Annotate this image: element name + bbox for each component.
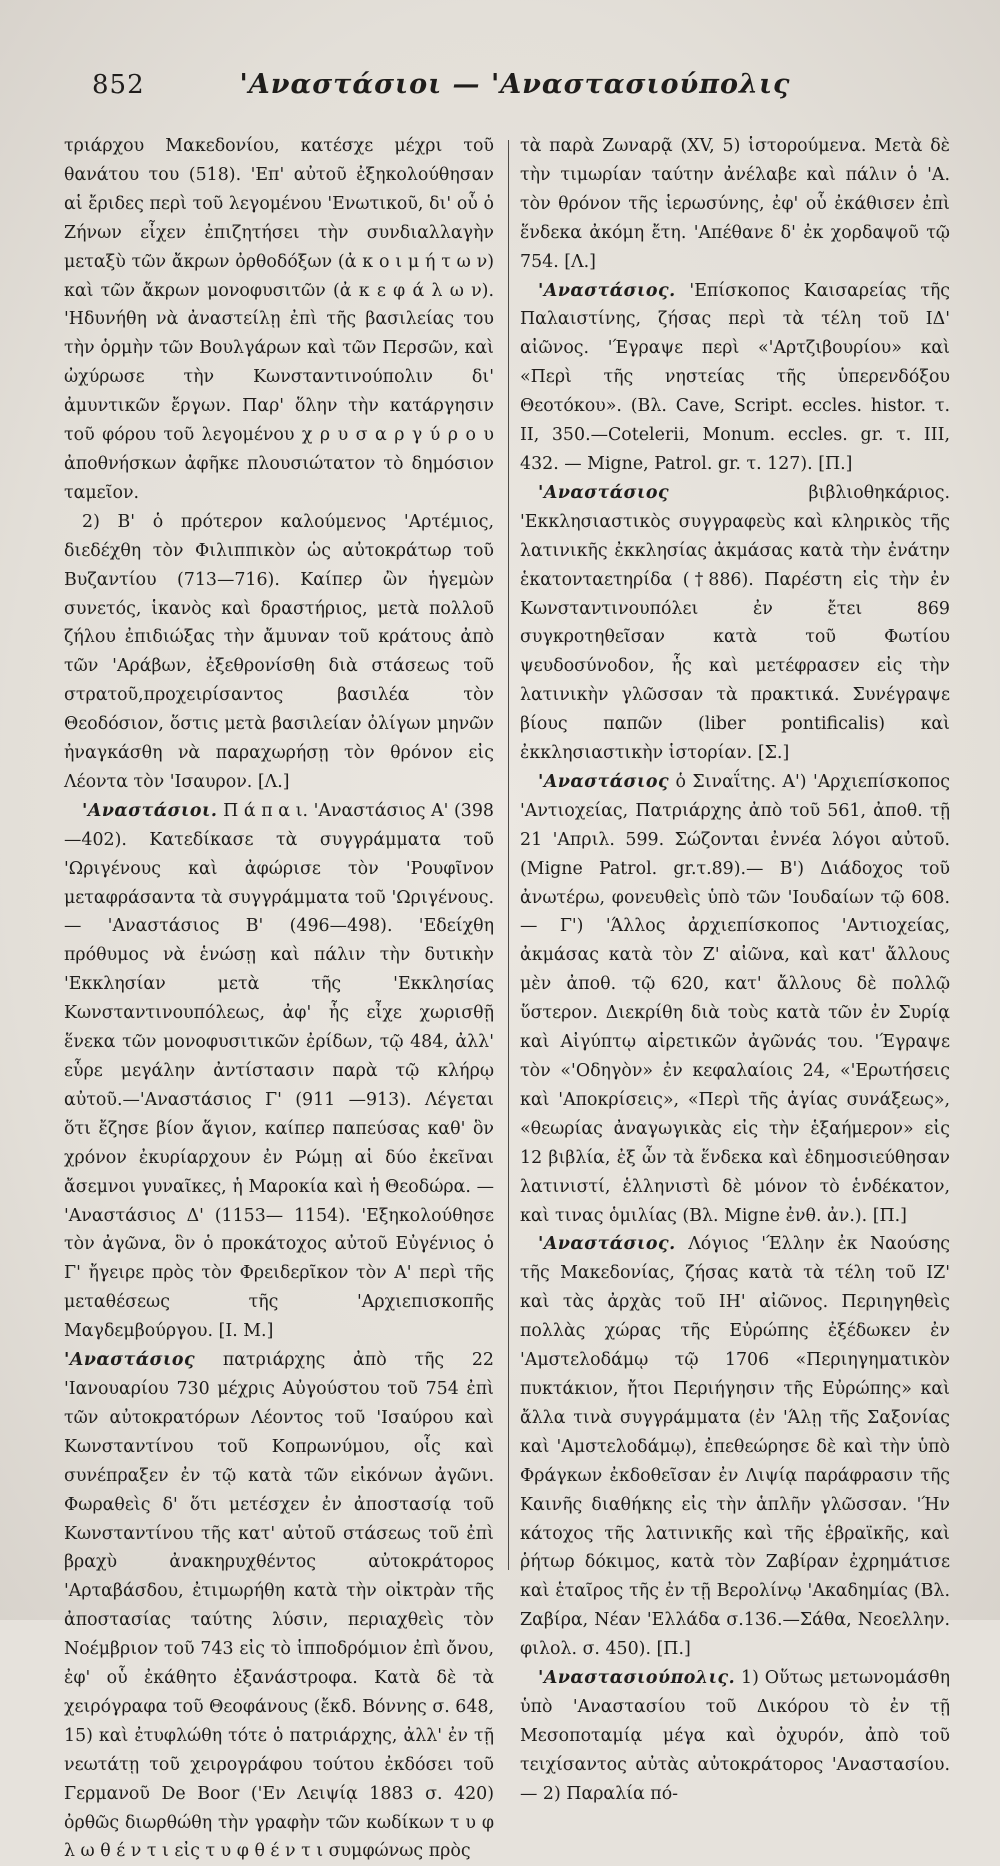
paragraph-text: βιβλιοθηκάριος. 'Εκκλησιαστικὸς συγγραφεὺς καὶ κληρικὸς τῆς λατινικῆς ἐκκλησίας ἀκμάσας κατὰ τὴν ἐνάτην ἑκατονταετηρίδα (†886). Παρέστη εἰς τὴν ἐν Κωνσταντινουπόλει ἐν ἔτει 869 συγκροτηθεῖσαν κατὰ τοῦ Φωτίου ψευδοσύνοδον, ἧς καὶ μετέφρασεν εἰς τὴν λατινικὴν γλῶσσαν τὰ πρακτικά. Συνέγραψε βίους παπῶν (liber pontificalis) καὶ ἐκκλησιαστικὴν ἱστορίαν. [Σ.] [520, 482, 950, 764]
paragraph-text: πατριάρχης ἀπὸ τῆς 22 'Ιανουαρίου 730 μέχρις Αὐγούστου τοῦ 754 ἐπὶ τῶν αὐτοκρατόρων Λέοντος τοῦ 'Ισαύρου καὶ Κωνσταντίνου τοῦ Κοπρωνύμου, οἷς καὶ συνέπραξεν ἐν τῷ κατὰ τῶν εἰκόνων ἀγῶνι. Φωραθεὶς δ' ὅτι μετέσχεν ἐν ἀποστασίᾳ τοῦ Κωνσταντίνου τῆς κατ' αὐτοῦ στάσεως τοῦ ἐπὶ βραχὺ ἀνακηρυχθέντος αὐτοκράτορος 'Αρταβάσδου, ἐτιμωρήθη κατὰ τὴν οἰκτρὰν τῆς ἀποστασίας ταύτης λύσιν, περιαχθεὶς τὸν Νοέμβριον τοῦ 743 εἰς τὸ ἱπποδρόμιον ἐπὶ ὄνου, ἐφ' οὗ ἐκάθητο ἐξανάστροφα. Κατὰ δὲ τὰ χειρόγραφα τοῦ Θεοφάνους (ἔκδ. Βόννης σ. 648, 15) καὶ ἐτυφλώθη τότε ὁ πατριάρχης, ἀλλ' ἐν τῇ νεωτάτῃ τοῦ χειρογράφου τούτου ἐκδόσει τοῦ Γερμανοῦ De Boor ('Εν Λειψίᾳ 1883 σ. 420) ὀρθῶς διωρθώθη τὴν γραφὴν τῶν κωδίκων τ υ φ λ ω θ έ ν τ ι εἰς τ υ φ θ έ ν τ ι συμφώνως πρὸς [64, 1350, 494, 1862]
entry-headword: 'Αναστάσιος [64, 1350, 196, 1371]
paragraph-text: 'Επίσκοπος Καισαρείας τῆς Παλαιστίνης, ζήσας περὶ τὰ τέλη τοῦ ΙΔ' αἰῶνος. 'Έγραψε περὶ «'Αρτζιβουρίου» καὶ «Περὶ τῆς νηστείας τῆς ὑπερενδόξου Θεοτόκου». (Βλ. Cave, Script. eccles. histor. τ. II, 350.—Cotelerii, Monum. eccles. gr. τ. III, 432. — Migne, Patrol. gr. τ. 127). [Π.] [520, 280, 950, 474]
paragraph [64, 797, 494, 1346]
paragraph [520, 1664, 950, 1809]
running-head: 'Αναστάσιοι — 'Αναστασιούπολις [239, 68, 791, 100]
entry-headword: 'Αναστάσιος [538, 482, 670, 503]
paragraph [520, 768, 950, 1231]
paragraph-text: 1) Οὕτως μετωνομάσθη ὑπὸ 'Αναστασίου τοῦ Δικόρου τὸ ἐν τῇ Μεσοποταμίᾳ μέγα καὶ ὀχυρόν, ἀπὸ τοῦ τειχίσαντος αὐτὰς αὐτοκράτορος 'Αναστασίου.— 2) Παραλία πό- [520, 1668, 950, 1804]
paragraph [520, 1230, 950, 1664]
entry-headword: 'Αναστασιούπολις. [538, 1668, 736, 1689]
paragraph-text: 2) Β' ὁ πρότερον καλούμενος 'Αρτέμιος, διεδέχθη τὸν Φιλιππικὸν ὡς αὐτοκράτωρ τοῦ Βυζαντίου (713—716). Καίπερ ὢν ἡγεμὼν συνετός, ἱκανὸς καὶ δραστήριος, μετὰ πολλοῦ ζήλου ἐπιδιώξας τὴν ἄμυναν τοῦ κράτους ἀπὸ τῶν 'Αράβων, ἐξεθρονίσθη διὰ στάσεως τοῦ στρατοῦ,προχειρίσαντος βασιλέα τὸν Θεοδόσιον, ὅστις μετὰ βασιλείαν ὀλίγων μηνῶν ἠναγκάσθη νὰ παραχωρήσῃ τὸν θρόνον εἰς Λέοντα τὸν 'Ισαυρον. [Λ.] [64, 511, 494, 792]
entry-headword: 'Αναστάσιοι. [82, 800, 218, 821]
paragraph [64, 132, 494, 508]
paragraph-text: ὁ Σιναΐτης. Α') 'Αρχιεπίσκοπος 'Αντιοχείας, Πατριάρχης ἀπὸ τοῦ 561, ἀποθ. τῇ 21 'Απριλ. 599. Σώζονται ἐννέα λόγοι αὐτοῦ. (Migne Patrol. gr.τ.89).— Β') Διάδοχος τοῦ ἀνωτέρω, φονευθεὶς ὑπὸ τῶν 'Ιουδαίων τῷ 608. — Γ') 'Άλλος ἀρχιεπίσκοπος 'Αντιοχείας, ἀκμάσας κατὰ τὸν Ζ' αἰῶνα, καὶ κατ' ἄλλους μὲν ἀποθ. τῷ 620, κατ' ἄλλους δὲ πολλῷ ὕστερον. Διεκρίθη διὰ τοὺς κατὰ τῶν ἐν Συρίᾳ καὶ Αἰγύπτῳ αἱρετικῶν ἀγῶνάς του. 'Έγραψε τὸν «'Οδηγὸν» ἐν κεφαλαίοις 24, «'Ερωτήσεις καὶ 'Αποκρίσεις», «Περὶ τῆς ἁγίας συνάξεως», «θεωρίας ἀναγωγικὰς εἰς τὴν ἑξαήμερον» εἰς 12 βιβλία, ἐξ ὧν τὰ ἕνδεκα καὶ ἐδημοσιεύθησαν λατινιστί, ἑλληνιστὶ δὲ μόνον τὸ ἑνδέκατον, καὶ τινας ὁμιλίας (Βλ. Migne ἐνθ. ἀν.). [Π.] [520, 771, 950, 1226]
paragraph [64, 1346, 494, 1866]
paragraph [64, 508, 494, 797]
paragraph-text: Π ά π α ι. 'Αναστάσιος Α' (398—402). Κατεδίκασε τὰ συγγράμματα τοῦ 'Ωριγένους καὶ ἀφώρισε τὸν 'Ρουφῖνον μεταφράσαντα τὰ συγγράμματα τοῦ 'Ωριγένους.— 'Αναστάσιος Β' (496—498). 'Εδείχθη πρόθυμος νὰ ἑνώσῃ καὶ πάλιν τὴν δυτικὴν 'Εκκλησίαν μετὰ τῆς 'Εκκλησίας Κωνσταντινουπόλεως, ἀφ' ἧς εἶχε χωρισθῇ ἕνεκα τῶν μονοφυσιτικῶν ἐρίδων, τῷ 484, ἀλλ' εὗρε μεγάλην ἀντίστασιν παρὰ τῷ κλήρῳ αὐτοῦ.—'Αναστάσιος Γ' (911 —913). Λέγεται ὅτι ἔζησε βίον ἅγιον, καίπερ παπεύσας καθ' ὃν χρόνον ἐκυρίαρχουν ἐν Ρώμῃ αἱ δύο ἐκεῖναι ἄσεμνοι γυναῖκες, ἡ Μαροκία καὶ ἡ Θεοδώρα. — 'Αναστάσιος Δ' (1153— 1154). 'Εξηκολούθησε τὸν ἀγῶνα, ὃν ὁ προκάτοχος αὐτοῦ Εὐγένιος ὁ Γ' ἤγειρε πρὸς τὸν Φρειδερῖκον τὸν Α' περὶ τῆς μεταθέσεως τῆς 'Αρχιεπισκοπῆς Μαγδεμβούργου. [I. M.] [64, 800, 494, 1342]
text-columns [64, 132, 966, 1862]
page-number: 852 [92, 70, 145, 100]
paragraph [520, 277, 950, 479]
paragraph-text: τὰ παρὰ Ζωναρᾷ (XV, 5) ἱστορούμενα. Μετὰ δὲ τὴν τιμωρίαν ταύτην ἀνέλαβε καὶ πάλιν ὁ 'Α. τὸν θρόνον τῆς ἱερωσύνης, ἐφ' οὗ ἐκάθισεν ἐπὶ ἕνδεκα ἀκόμη ἔτη. 'Απέθανε δ' ἐκ χορδαψοῦ τῷ 754. [Λ.] [520, 136, 950, 272]
column-divider [508, 140, 509, 1570]
paragraph [520, 132, 950, 277]
entry-headword: 'Αναστάσιος. [538, 280, 676, 301]
left-column [64, 132, 494, 1862]
paragraph [520, 479, 950, 768]
right-column [520, 132, 950, 1804]
paragraph-text: τριάρχου Μακεδονίου, κατέσχε μέχρι τοῦ θανάτου του (518). 'Επ' αὐτοῦ ἐξηκολούθησαν αἱ ἔριδες περὶ τοῦ λεγομένου 'Ενωτικοῦ, δι' οὗ ὁ Ζήνων εἶχεν ἐπιζητήσει τὴν συνδιαλλαγὴν μεταξὺ τῶν ἄκρων ὀρθοδόξων (ἀ κ ο ι μ ή τ ω ν) καὶ τῶν ἄκρων μονοφυσιτῶν (ἀ κ ε φ ά λ ω ν). 'Ηδυνήθη νὰ ἀναστείλῃ ἐπὶ τῆς βασιλείας του τὴν ὁρμὴν τῶν Βουλγάρων καὶ τῶν Περσῶν, καὶ ὠχύρωσε τὴν Κωνσταντινούπολιν δι' ἀμυντικῶν ἔργων. Παρ' ὅλην τὴν κατάργησιν τοῦ φόρου τοῦ λεγομένου χ ρ υ σ α ρ γ ύ ρ ο υ ἀποθνήσκων ἀφῆκε πλουσιώτατον τὸ δημόσιον ταμεῖον. [64, 136, 494, 503]
entry-headword: 'Αναστάσιος [538, 771, 670, 792]
entry-headword: 'Αναστάσιος. [538, 1234, 676, 1255]
paragraph-text: Λόγιος 'Έλλην ἐκ Ναούσης τῆς Μακεδονίας, ζήσας κατὰ τὰ τέλη τοῦ ΙΖ' καὶ τὰς ἀρχὰς τοῦ ΙΗ' αἰῶνος. Περιηγηθεὶς πολλὰς χώρας τῆς Εὐρώπης ἐξέδωκεν ἐν 'Αμστελοδάμῳ τῷ 1706 «Περιηγηματικὸν πυκτάκιον, ἤτοι Περιήγησιν τῆς Εὐρώπης» καὶ ἄλλα τινὰ συγγράμματα (ἐν 'Άλῃ τῆς Σαξονίας καὶ 'Αμστελοδάμῳ), ἐπεθεώρησε δὲ καὶ τὴν ὑπὸ Φράγκων ἐκδοθεῖσαν ἐν Λιψίᾳ παράφρασιν τῆς Καινῆς διαθήκης εἰς τὴν ἁπλῆν γλῶσσαν. 'Ήν κάτοχος τῆς λατινικῆς καὶ τῆς ἑβραϊκῆς, καὶ ῥήτωρ δόκιμος, κατὰ τὸν Ζαβίραν ἐχρημάτισε καὶ ἑταῖρος τῆς ἐν τῇ Βερολίνῳ 'Ακαδημίας (Βλ. Ζαβίρα, Νέαν 'Ελλάδα σ.136.—Σάθα, Νεοελλην. φιλολ. σ. 450). [Π.] [520, 1234, 950, 1660]
page-header [64, 60, 966, 108]
